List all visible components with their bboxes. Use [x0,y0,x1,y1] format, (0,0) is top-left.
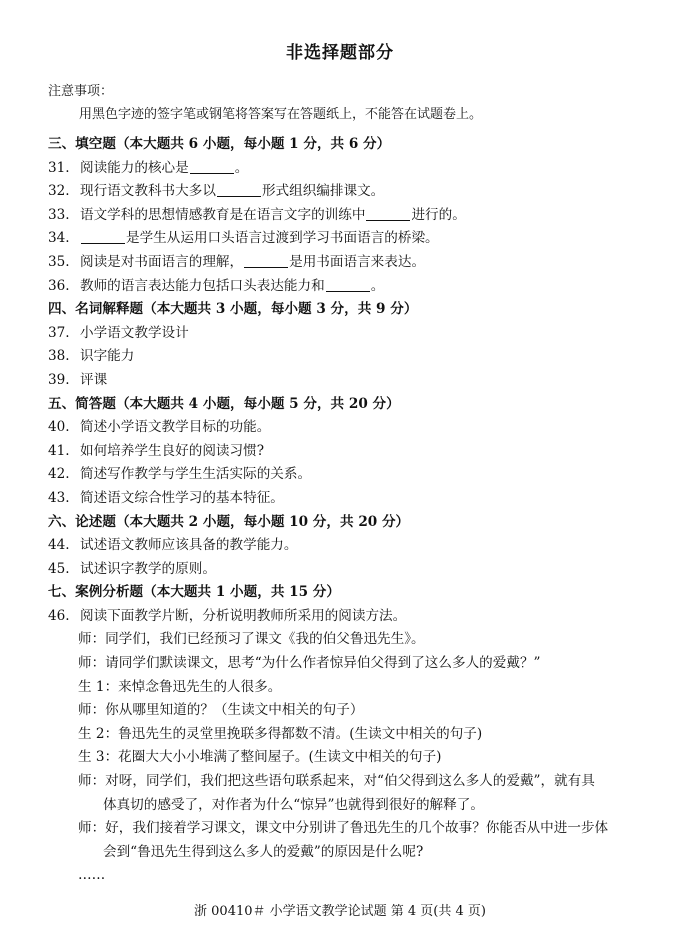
dialogue-text-continued: 会到“鲁迅先生得到这么多人的爱戴”的原因是什么呢? [103,843,424,860]
question-46 [48,605,648,629]
question-number: 39. [48,371,70,388]
question-number: 42. [48,466,70,483]
question-42 [48,463,648,487]
question-31 [48,157,648,181]
question-37 [48,322,648,346]
notice-text: 用黑色字迹的签字笔或钢笔将答案写在答题纸上，不能答在试题卷上。 [79,107,483,122]
answer-blank [366,206,410,221]
question-text: 简述小学语文教学目标的功能。 [80,419,271,436]
question-number: 43. [48,489,70,506]
section-heading: 三、填空题（本大题共 6 小题，每小题 1 分，共 6 分） [48,136,391,152]
question-number: 46. [48,607,70,624]
answer-blank [217,182,261,197]
question-text: 小学语文教学设计 [80,324,189,341]
dialogue-text-continued: 体真切的感受了，对作者为什么“惊异”也就得到很好的解释了。 [103,796,484,813]
question-number: 40. [48,419,70,436]
question-text: 语文学科的思想情感教育是在语言文字的训练中 [80,206,366,223]
section-heading: 七、案例分析题（本大题共 1 小题，共 15 分） [48,584,340,601]
question-text: 阅读下面教学片断，分析说明教师所采用的阅读方法。 [80,607,407,624]
question-number: 41. [48,442,70,459]
question-number: 37. [48,324,70,341]
answer-blank [190,159,234,174]
question-text: 阅读能力的核心是 [80,159,189,176]
question-text: 试述语文教师应该具备的教学能力。 [80,537,298,554]
question-text: 如何培养学生良好的阅读习惯? [80,442,265,459]
question-text: 识字能力 [80,348,135,365]
dialogue-line: 师：同学们，我们已经预习了课文《我的伯父鲁迅先生》。 [78,631,425,648]
question-35 [48,251,648,275]
question-number: 33. [48,206,70,223]
dialogue-line [48,817,648,864]
notice-label: 注意事项： [48,84,114,99]
question-text: 现行语文教科书大多以 [80,183,216,200]
question-text: 。 [234,159,249,176]
ellipsis: …… [78,867,106,884]
question-text: 进行的。 [411,206,466,223]
question-45 [48,558,648,582]
section-heading: 六、论述题（本大题共 2 小题，每小题 10 分，共 20 分） [48,513,410,530]
questions [48,133,648,888]
page-footer: 浙 00410＃ 小学语文教学论试题 第 4 页(共 4 页) [194,904,486,919]
section-heading: 五、简答题（本大题共 4 小题，每小题 5 分，共 20 分） [48,395,400,412]
dialogue-text: 师：好，我们接着学习课文，课文中分别讲了鲁迅先生的几个故事？你能否从中进一步体 [78,820,609,837]
question-44 [48,534,648,558]
question-text: 形式组织编排课文。 [261,183,385,200]
question-text: 试述识字教学的原则。 [80,560,216,577]
question-41 [48,440,648,464]
dialogue-line: 生 3：花圈大大小小堆满了整间屋子。(生读文中相关的句子) [78,749,442,766]
question-39 [48,369,648,393]
answer-blank [326,277,370,292]
question-text: 。 [370,277,385,294]
dialogue-line: 师：你从哪里知道的？（生读文中相关的句子） [78,702,364,719]
page-title: 非选择题部分 [286,43,394,63]
question-number: 45. [48,560,70,577]
section-heading: 四、名词解释题（本大题共 3 小题，每小题 3 分，共 9 分） [48,301,418,318]
question-number: 34. [48,230,70,247]
question-number: 31. [48,159,70,176]
question-text: 是学生从运用口头语言过渡到学习书面语言的桥梁。 [126,230,439,247]
dialogue-line [48,770,648,817]
question-number: 32. [48,183,70,200]
dialogue-line: 生 2：鲁迅先生的灵堂里挽联多得都数不清。(生读文中相关的句子) [78,725,483,742]
question-38 [48,345,648,369]
question-text: 简述语文综合性学习的基本特征。 [80,489,284,506]
question-33 [48,204,648,228]
question-number: 35. [48,253,70,270]
question-text: 简述写作教学与学生生活实际的关系。 [80,466,312,483]
dialogue-text: 师：对呀，同学们，我们把这些语句联系起来，对“伯父得到这么多人的爱戴”，就有具 [78,773,595,790]
question-36 [48,275,648,299]
question-number: 44. [48,537,70,554]
question-text: 是用书面语言来表达。 [289,253,426,270]
answer-blank [244,253,288,268]
question-34 [48,227,648,251]
dialogue-line: 师：请同学们默读课文，思考“为什么作者惊异伯父得到了这么多人的爱戴？” [78,655,541,672]
question-number: 36. [48,277,70,294]
question-text: 教师的语言表达能力包括口头表达能力和 [80,277,325,294]
question-40 [48,416,648,440]
question-text: 评课 [80,371,108,388]
question-32 [48,180,648,204]
question-43 [48,487,648,511]
question-text: 阅读是对书面语言的理解， [80,253,244,270]
dialogue-line: 生 1：来悼念鲁迅先生的人很多。 [78,678,282,695]
question-number: 38. [48,348,70,365]
answer-blank [81,229,125,244]
